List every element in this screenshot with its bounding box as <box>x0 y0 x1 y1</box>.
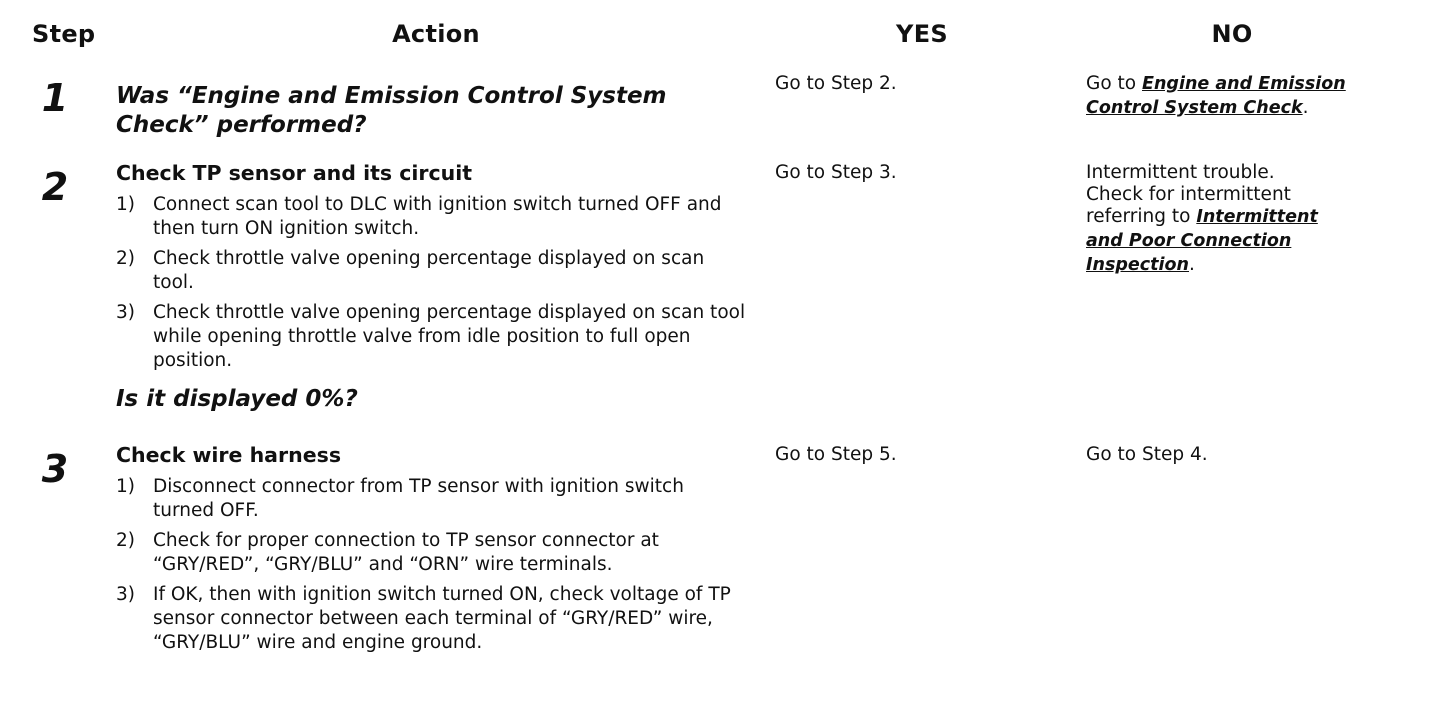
header-step: Step <box>32 20 96 48</box>
action-cell <box>116 443 756 661</box>
header-yes: YES <box>896 20 948 48</box>
action-step-item <box>116 583 747 655</box>
action-question: Is it displayed 0%? <box>116 386 358 412</box>
action-step-item <box>116 193 747 241</box>
header-no: NO <box>1211 20 1253 48</box>
item-text: Check throttle valve opening percentage displayed on scan tool. <box>153 248 705 293</box>
yes-cell: Go to Step 2. <box>775 73 897 94</box>
item-text: Check throttle valve opening percentage displayed on scan tool while opening throttle valve from idle position to full open position. <box>153 302 746 371</box>
no-text <box>1086 205 1356 277</box>
item-number: 2) <box>116 530 135 551</box>
yes-cell: Go to Step 5. <box>775 444 897 465</box>
check-link[interactable]: Engine and Emission Control System Check <box>1086 74 1346 118</box>
step-number: 2 <box>41 165 69 209</box>
item-text: Check for proper connection to TP sensor connector at “GRY/RED”, “GRY/BLU” and “ORN” wire terminals. <box>153 530 659 575</box>
step-number: 1 <box>41 76 69 120</box>
no-cell <box>1086 161 1406 277</box>
item-text: Connect scan tool to DLC with ignition switch turned OFF and then turn ON ignition switch. <box>153 194 722 239</box>
action-step-item <box>116 301 747 373</box>
item-number: 1) <box>116 194 135 215</box>
action-step-item <box>116 529 747 577</box>
item-text: Disconnect connector from TP sensor with ignition switch turned OFF. <box>153 476 684 521</box>
item-text: If OK, then with ignition switch turned ON, check voltage of TP sensor connector between each terminal of “GRY/RED” wire, “GRY/BLU” wire and engine ground. <box>153 584 731 653</box>
action-step-item <box>116 247 747 295</box>
no-text: Intermittent trouble. <box>1086 162 1275 183</box>
yes-cell: Go to Step 3. <box>775 162 897 183</box>
inspection-link[interactable]: Intermittent and Poor Connection Inspection <box>1086 207 1318 275</box>
no-suffix: . <box>1302 97 1309 118</box>
no-text: Go to <box>1086 73 1142 94</box>
no-cell: Go to Step 4. <box>1086 444 1208 465</box>
no-prefix: referring to <box>1086 206 1197 227</box>
no-suffix: . <box>1189 254 1195 275</box>
action-title: Check TP sensor and its circuit <box>116 161 473 185</box>
item-number: 2) <box>116 248 135 269</box>
item-number: 3) <box>116 302 135 323</box>
action-step-item <box>116 475 747 523</box>
action-question: Was “Engine and Emission Control System Check” performed? <box>116 83 667 138</box>
action-cell <box>116 82 716 140</box>
no-text: Check for intermittent <box>1086 184 1291 205</box>
header-action: Action <box>392 20 480 48</box>
action-cell <box>116 161 756 414</box>
action-title: Check wire harness <box>116 443 342 467</box>
item-number: 3) <box>116 584 135 605</box>
step-number: 3 <box>41 447 69 491</box>
no-cell <box>1086 72 1376 120</box>
item-number: 1) <box>116 476 135 497</box>
